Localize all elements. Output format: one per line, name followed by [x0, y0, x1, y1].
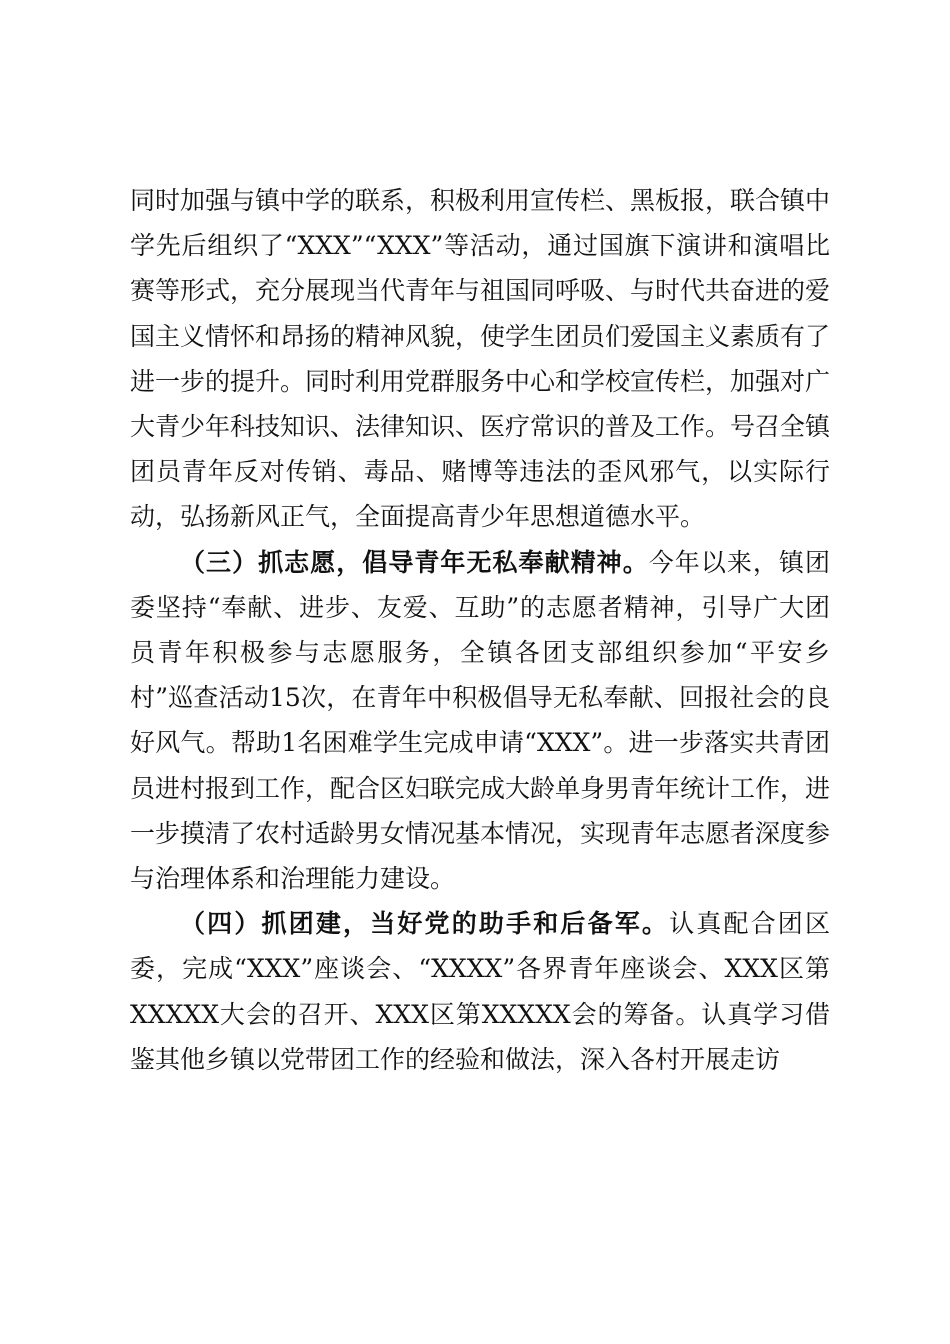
paragraph-league-building — [130, 901, 830, 1082]
paragraph-volunteer — [130, 540, 830, 902]
paragraph-text: 今年以来，镇团委坚持“奉献、进步、友爱、互助”的志愿者精神，引导广大团员青年积极参与志愿服务，全镇各团支部组织参加“平安乡村”巡查活动15次，在青年中积极倡导无私奉献、回报社会的良好风气。帮助1名困难学生完成申请“XXX”。进一步落实共青团员进村报到工作，配合区妇联完成大龄单身男青年统计工作，进一步摸清了农村适龄男女情况基本情况，实现青年志愿者深度参与治理体系和治理能力建设。 — [130, 547, 831, 894]
paragraph-continued — [130, 178, 830, 540]
paragraph-text: 同时加强与镇中学的联系，积极利用宣传栏、黑板报，联合镇中学先后组织了“XXX”“XXX”等活动，通过国旗下演讲和演唱比赛等形式，充分展现当代青年与祖国同呼吸、与时代共奋进的爱国主义情怀和昂扬的精神风貌，使学生团员们爱国主义素质有了进一步的提升。同时利用党群服务中心和学校宣传栏，加强对广大青少年科技知识、法律知识、医疗常识的普及工作。号召全镇团员青年反对传销、毒品、赌博等违法的歪风邪气，以实际行动，弘扬新风正气，全面提高青少年思想道德水平。 — [130, 186, 831, 532]
section-heading-league-building: （四）抓团建，当好党的助手和后备军。 — [180, 909, 670, 939]
document-body — [130, 178, 830, 1082]
section-heading-volunteer: （三）抓志愿，倡导青年无私奉献精神。 — [180, 547, 649, 577]
paragraph-text: 认真配合团区委，完成“XXX”座谈会、“XXXX”各界青年座谈会、XXX区第XXXXX大会的召开、XXX区第XXXXX会的筹备。认真学习借鉴其他乡镇以党带团工作的经验和做法，深入各村开展走访 — [130, 909, 830, 1074]
